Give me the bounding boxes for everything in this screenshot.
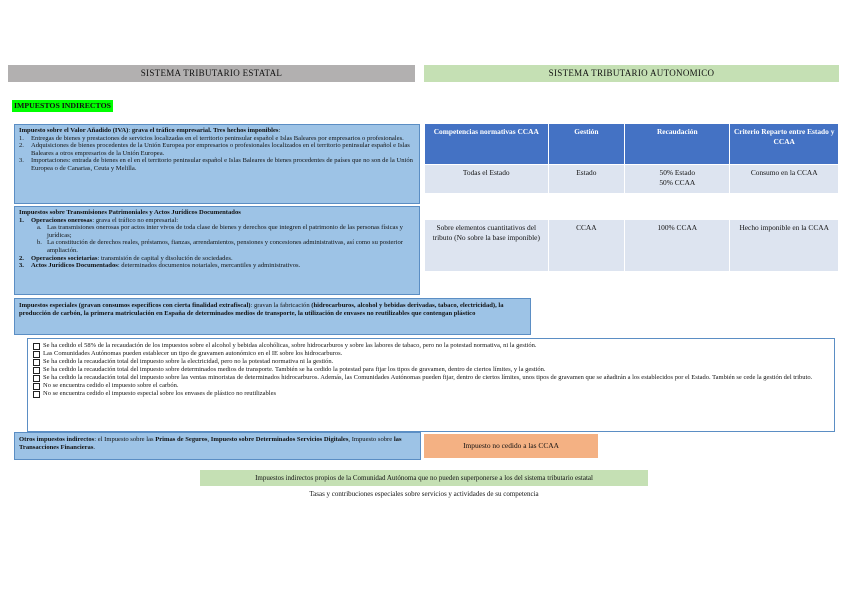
checkbox-icon [33, 367, 40, 374]
iva-item: 1. Entregas de bienes y prestaciones de servicios localizadas en el territorio peninsular español e Islas Baleares por empresarios o profesionales. [19, 134, 404, 142]
iva-section [14, 124, 420, 204]
competencias-table [424, 123, 839, 272]
table-cell: Estado [548, 165, 625, 194]
iva-item: 2. Adquisiciones de bienes procedentes de la Unión Europea por empresarios o profesionales localizados en el territorio peninsular español e Islas Baleares a otros empresarios de la Unión Europea. [19, 142, 410, 157]
table-cell: 50% Estado 50% CCAA [625, 165, 730, 194]
checklist-item: Se ha cedido la recaudación total del impuesto sobre determinados medios de transporte. También se ha cedido la potestad para fijar los tipos de gravamen, dentro de ciertos límites, y la gestión. [33, 366, 829, 374]
checklist-item: No se encuentra cedido el impuesto sobre el carbón. [33, 382, 829, 390]
impuestos-indirectos-title: IMPUESTOS INDIRECTOS [14, 101, 111, 110]
checklist-item: Se ha cedido la recaudación total del impuesto sobre las ventas minoristas de determinados hidrocarburos. Además, las Comunidades Autónomas pueden fijar, dentro de ciertos límites, unos tipos de gravamen que se añadirán a los establecidos por el Estado. También se cede la gestión del tributo. [33, 374, 829, 382]
checkbox-icon [33, 343, 40, 350]
table-spacer-row [425, 194, 839, 220]
table-cell: Sobre elementos cuantitativos del tributo (No sobre la base imponible) [425, 220, 549, 272]
table-header-cell: Criterio Reparto entre Estado y CCAA [730, 124, 839, 165]
transmisiones-item: 1. Operaciones onerosas: grava el tráfico no empresarial: [19, 216, 179, 224]
transmisiones-title: Impuestos sobre Transmisiones Patrimoniales y Actos Jurídicos Documentados [19, 209, 241, 216]
table-cell: 100% CCAA [625, 220, 730, 272]
iva-item: 3. Importaciones: entrada de bienes en el en el territorio peninsular español e Islas Baleares de bienes procedentes de países que no son de la Unión Europea o de Canarias, Ceuta y Melilla. [19, 157, 413, 172]
estatal-header: SISTEMA TRIBUTARIO ESTATAL [8, 65, 415, 82]
table-row [425, 165, 839, 194]
table-header-cell: Gestión [548, 124, 625, 165]
transmisiones-item: 2. Operaciones societarias: transmisión de capital y disolución de sociedades. [19, 254, 233, 262]
checklist-item: Las Comunidades Autónomas pueden establecer un tipo de gravamen autonómico en el IE sobre los hidrocarburos. [33, 350, 829, 358]
autonomico-header: SISTEMA TRIBUTARIO AUTONOMICO [424, 65, 839, 82]
checklist-item: Se ha cedido el 58% de la recaudación de los impuestos sobre el alcohol y bebidas alcohólicas, sobre hidrocarburos y sobre las labores de tabaco, pero no la potestad normativa, ni la gestión. [33, 342, 829, 350]
otros-section: Otros impuestos indirectos: el Impuesto sobre las Primas de Seguros, Impuesto sobre Determinados Servicios Digitales, Impuesto sobre las Transacciones Financieras. [14, 432, 421, 460]
checkbox-icon [33, 351, 40, 358]
cesion-checklist [27, 338, 835, 432]
table-header-row [425, 124, 839, 165]
transmisiones-subitem: b. La constitución de derechos reales, préstamos, fianzas, arrendamientos, pensiones y concesiones administrativas, así como su posterior ampliación. [37, 239, 403, 254]
table-cell: Consumo en la CCAA [730, 165, 839, 194]
especiales-section: Impuestos especiales (gravan consumos específicos con cierta finalidad extrafiscal): gravan la fabricación (hidrocarburos, alcohol y bebidas derivadas, tabaco, electricidad), la producción de carbón, la primera matriculación en España de determinados medios de transporte, la utilización de envases no reutilizables que contengan plástico [14, 298, 531, 335]
table-cell: CCAA [548, 220, 625, 272]
propios-box: Impuestos indirectos propios de la Comunidad Autónoma que no pueden superponerse a los del sistema tributario estatal [200, 470, 648, 486]
checkbox-icon [33, 383, 40, 390]
transmisiones-subitem: a. Las transmisiones onerosas por actos inter vivos de toda clase de bienes y derechos que integren el patrimonio de las personas físicas y jurídicas; [37, 224, 403, 239]
table-cell: Hecho imponible en la CCAA [730, 220, 839, 272]
no-cedido-box: Impuesto no cedido a las CCAA [424, 434, 598, 458]
checkbox-icon [33, 359, 40, 366]
table-header-cell: Recaudación [625, 124, 730, 165]
tasas-text: Tasas y contribuciones especiales sobre servicios y actividades de su competencia [309, 490, 539, 498]
transmisiones-item: 3. Actos Jurídicos Documentados: determinados documentos notariales, mercantiles y administrativos. [19, 262, 301, 270]
checkbox-icon [33, 375, 40, 382]
table-row [425, 220, 839, 272]
table-cell: Todas el Estado [425, 165, 549, 194]
transmisiones-section [14, 206, 420, 295]
checklist-item: No se encuentra cedido el impuesto especial sobre los envases de plástico no reutilizables [33, 390, 829, 398]
checkbox-icon [33, 391, 40, 398]
checklist-item: Se ha cedido la recaudación total del impuesto sobre la electricidad, pero no la potestad normativa ni la gestión. [33, 358, 829, 366]
table-header-cell: Competencias normativas CCAA [425, 124, 549, 165]
iva-title: Impuesto sobre el Valor Añadido (IVA): grava el tráfico empresarial. Tres hechos imponibles: [19, 127, 281, 134]
